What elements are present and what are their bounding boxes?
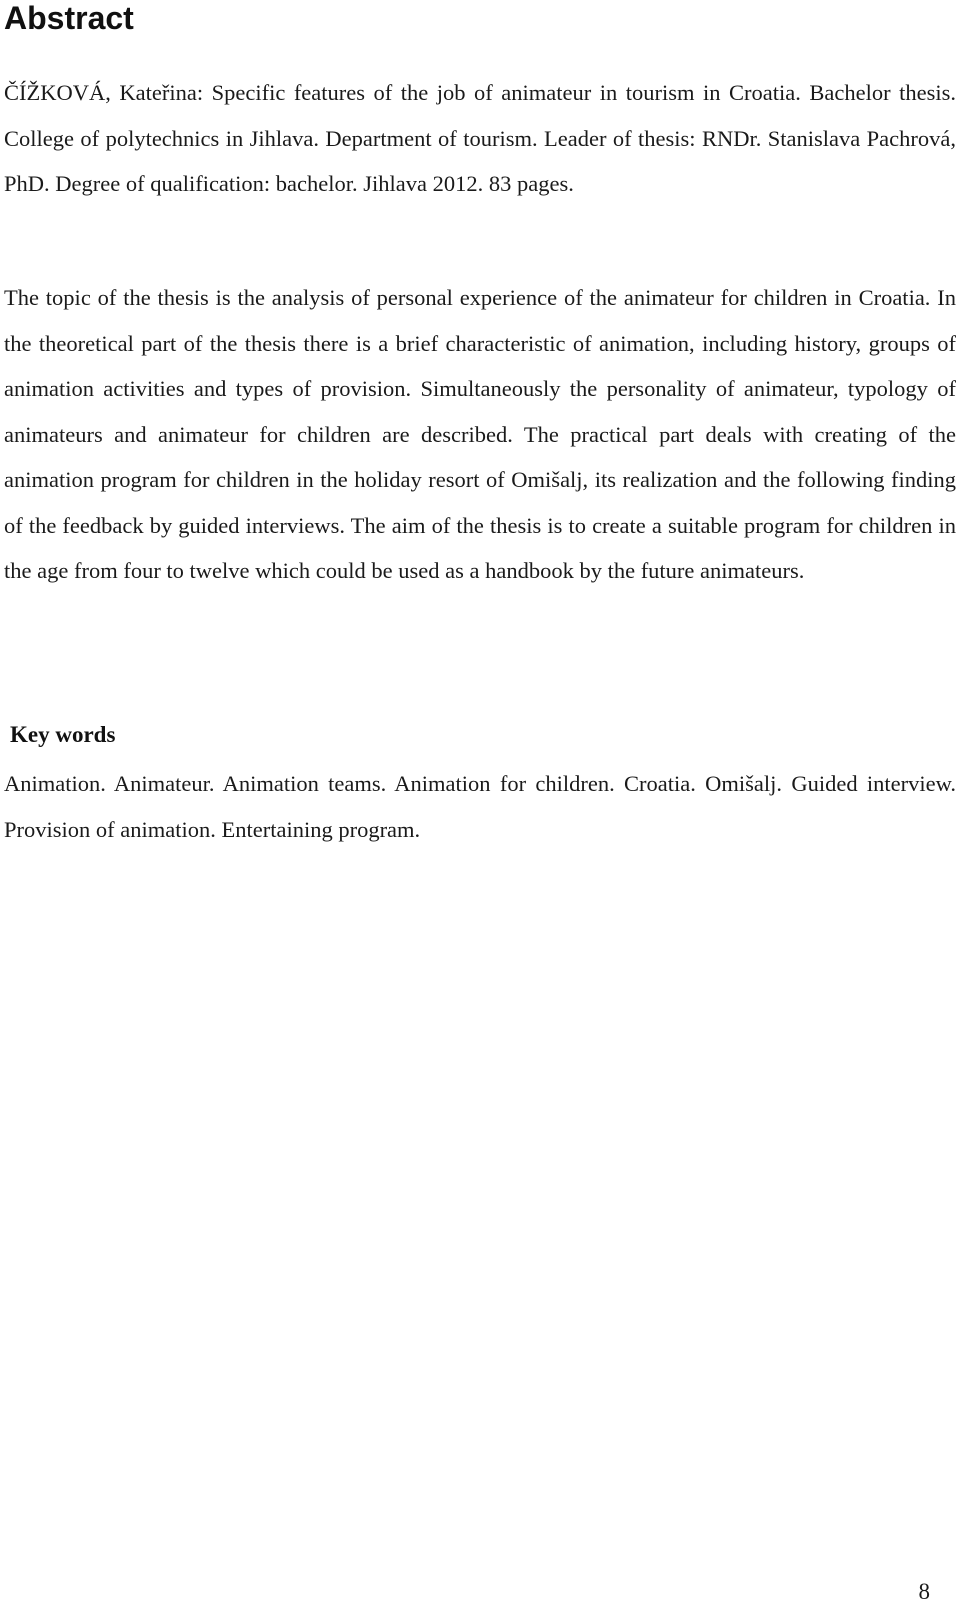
keywords-text: Animation. Animateur. Animation teams. Animation for children. Croatia. Omišalj. Guided interview. Provision of animation. Entertaining program.: [4, 771, 956, 842]
page-number: 8: [918, 1579, 930, 1604]
abstract-citation: ČÍŽKOVÁ, Kateřina: Specific features of the job of animateur in tourism in Croatia. Bachelor thesis. College of polytechnics in Jihlava. Department of tourism. Leader of thesis: RNDr. Stanislava Pachrová, PhD. Degree of qualification: bachelor. Jihlava 2012. 83 pages.: [4, 80, 956, 196]
abstract-body: The topic of the thesis is the analysis of personal experience of the animateur for children in Croatia. In the theoretical part of the thesis there is a brief characteristic of animation, including history, groups of animation activities and types of provision. Simultaneously the personality of animateur, typology of animateurs and animateur for children are described. The practical part deals with creating of the animation program for children in the holiday resort of Omišalj, its realization and the following finding of the feedback by guided interviews. The aim of the thesis is to create a suitable program for children in the age from four to twelve which could be used as a handbook by the future animateurs.: [4, 285, 956, 583]
abstract-title: Abstract: [4, 0, 134, 36]
keywords-heading: Key words: [10, 722, 116, 747]
